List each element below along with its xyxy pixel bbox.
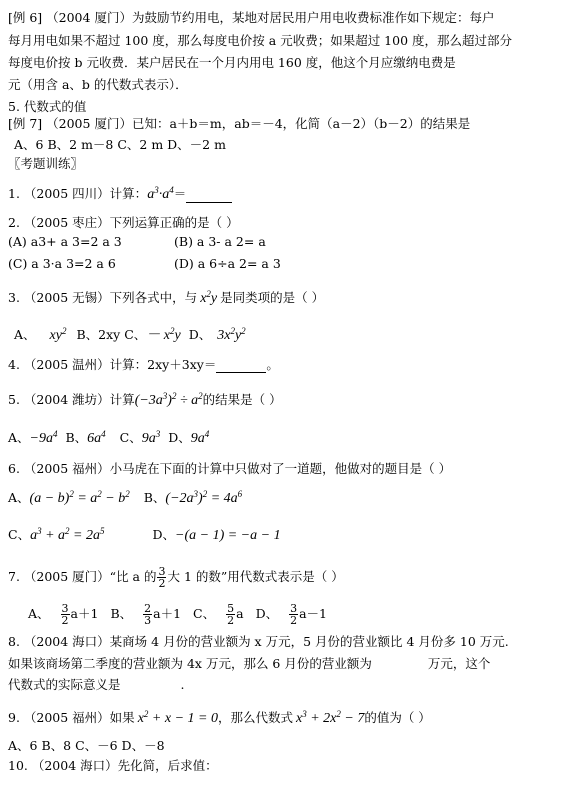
training-header: 〖考题训练〗 — [8, 156, 84, 171]
q3-option-c-expr: － $x^2y$ — [146, 326, 181, 343]
q9-options: A、6 B、8 C、－6 D、－8 — [8, 738, 165, 753]
q7-option-a-fraction: $\frac{3}{2}$ — [61, 602, 69, 627]
q5-options: A、$-9a^4$ B、$6a^4$ C、$9a^3$ D、$9a^4$ — [8, 429, 210, 446]
fraction-three-halves: $\frac{3}{2}$ — [158, 565, 166, 590]
question-9: 9. （2005 福州）如果 $x^2 + x - 1 = 0$，那么代数式 $x^3 + 2x^2 - 7$的值为（ ） — [8, 709, 431, 726]
q5-option-d: $9a^4$ — [190, 429, 210, 446]
question-3: 3. （2005 无锡）下列各式中，与 $x^2y$ 是同类项的是（ ） — [8, 289, 325, 306]
question-10: 10. （2004 海口）先化简，后求值： — [8, 758, 218, 773]
q6-option-b: $(-2a^3)^2 = 4a^6$ — [165, 489, 243, 506]
question-2: 2. （2005 枣庄）下列运算正确的是（ ） — [8, 215, 239, 230]
section-5-heading: 5. 代数式的值 — [8, 99, 87, 114]
question-8-line-1: 8. （2004 海口）某商场 4 月份的营业额为 x 万元，5 月份的营业额比 4 月份多 10 万元. — [8, 634, 509, 649]
q2-option-c: (C) a 3·a 3=2 a 6 — [8, 256, 116, 271]
q9-equation: $x^2 + x - 1 = 0$ — [137, 709, 218, 726]
q1-expression: $a^3\cdot a^4$ — [147, 185, 174, 202]
answer-blank — [186, 189, 232, 203]
q5-expression: $(-3a^3)^2 \div a^2$ — [134, 391, 203, 408]
q3-options: A、 $xy^2$ B、2xy C、－ $x^2y$ D、 $3x^2y^2$ — [14, 326, 246, 343]
example-6-line-1: [例 6] （2004 厦门）为鼓励节约用电，某地对居民用户用电收费标准作如下规定：每户 — [8, 10, 495, 25]
question-8-line-2: 如果该商场第二季度的营业额为 4x 万元，那么 6 月份的营业额为 万元，这个 — [8, 656, 491, 671]
example-6-line-3: 每度电价按 b 元收费．某户居民在一个月内用电 160 度，他这个月应缴纳电费是 — [8, 55, 456, 70]
q7-options: A、 $\frac{3}{2}$ a＋1 B、 $\frac{2}{3}$ a＋1 C、 $\frac{5}{2}$ a D、 $\frac{3}{2}$ a－1 — [28, 602, 327, 627]
q6-option-a: $(a - b)^2 = a^2 - b^2$ — [29, 489, 130, 506]
answer-blank — [216, 359, 266, 373]
q2-option-d: (D) a 6÷a 2= a 3 — [174, 256, 281, 271]
q6-option-d: −(a − 1) = −a − 1 — [175, 528, 281, 543]
q9-expression: $x^3 + 2x^2 - 7$ — [295, 709, 365, 726]
question-1: 1. （2005 四川）计算：$a^3\cdot a^4=$ — [8, 186, 232, 203]
question-6: 6. （2005 福州）小马虎在下面的计算中只做对了一道题，他做对的题目是（ ） — [8, 461, 452, 476]
q7-option-c-fraction: $\frac{5}{2}$ — [227, 602, 235, 627]
q6-options-cd: C、$a^3 + a^2 = 2a^5$ D、−(a − 1) = −a − 1 — [8, 526, 281, 543]
q7-option-d-fraction: $\frac{3}{2}$ — [290, 602, 298, 627]
q5-option-c: $9a^3$ — [141, 429, 161, 446]
q3-option-d-expr: $3x^2y^2$ — [217, 326, 246, 343]
example-6-line-4: 元（用含 a、b 的代数式表示）． — [8, 77, 188, 92]
question-8-line-3: 代数式的实际意义是 . — [8, 677, 185, 692]
q6-option-c: $a^3 + a^2 = 2a^5$ — [30, 526, 105, 543]
example-7-question: [例 7] （2005 厦门）已知：a＋b＝m，ab＝－4，化简（a－2）（b－2）的结果是 — [8, 116, 471, 131]
q6-options-ab: A、$(a - b)^2 = a^2 - b^2$ B、$(-2a^3)^2 = 4a^6$ — [8, 489, 243, 506]
q3-expression: $x^2y$ — [200, 289, 218, 306]
q2-option-a: (A) a3+ a 3=2 a 3 — [8, 234, 122, 249]
q2-option-b: (B) a 3- a 2= a — [174, 234, 266, 249]
example-6-line-2: 每月用电如果不超过 100 度，那么每度电价按 a 元收费；如果超过 100 度，那么超过部分 — [8, 33, 513, 48]
question-4: 4. （2005 温州）计算：2xy＋3xy＝ 。 — [8, 357, 279, 372]
q5-option-a: $-9a^4$ — [29, 429, 58, 446]
q5-option-b: $6a^4$ — [87, 429, 106, 446]
question-5: 5. （2004 潍坊）计算$(-3a^3)^2 \div a^2$的结果是（ ） — [8, 391, 282, 408]
example-7-options: A、6 B、2 m－8 C、2 m D、－2 m — [14, 137, 226, 152]
q7-option-b-fraction: $\frac{2}{3}$ — [144, 602, 152, 627]
q3-option-a-expr: $xy^2$ — [49, 326, 67, 343]
question-7: 7. （2005 厦门）“比 a 的 $\frac{3}{2}$ 大 1 的数”用代数式表示是（ ） — [8, 565, 344, 590]
